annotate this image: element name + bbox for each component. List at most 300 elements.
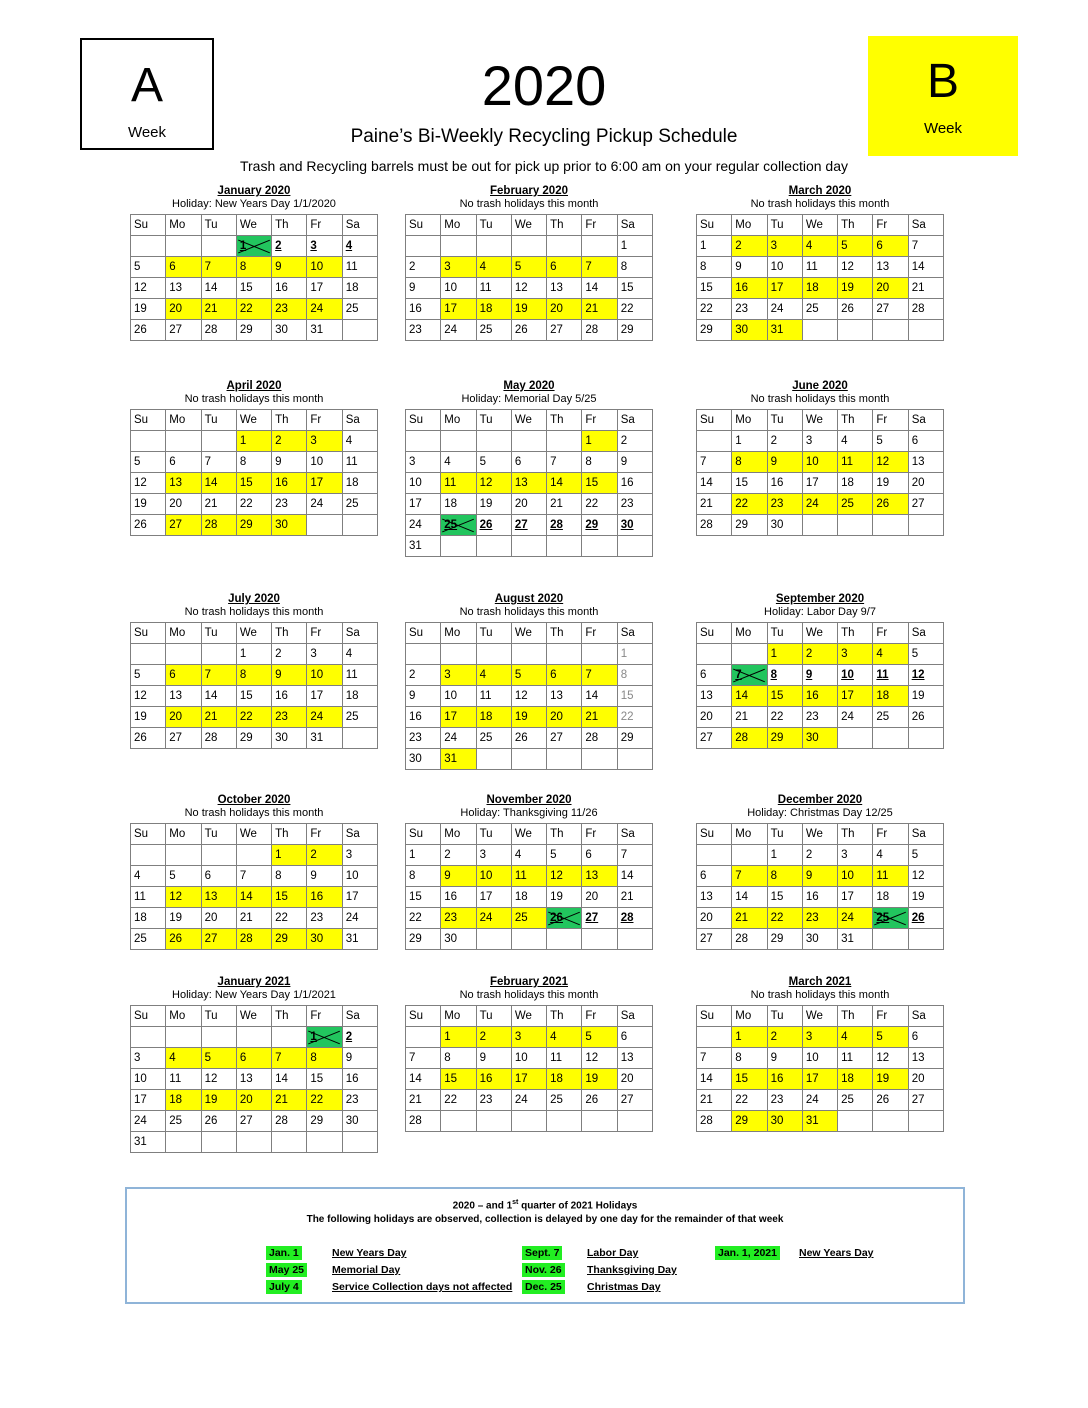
week-row [406,320,653,341]
weekday-header: Tu [476,623,511,644]
weekday-header: We [236,824,271,845]
week-row [406,257,653,278]
day-cell: 7 [617,845,652,866]
month-title: January 2021 [217,976,291,988]
day-cell: 5 [582,1027,617,1048]
week-row [131,908,378,929]
day-cell: 26 [476,515,511,536]
day-cell: 22 [617,299,652,320]
weekday-header: Th [272,623,307,644]
day-cell: 22 [767,908,802,929]
day-cell: 23 [272,299,307,320]
legend-item: Nov. 26 [522,1264,565,1276]
empty-cell [908,515,943,536]
day-cell: 10 [406,473,441,494]
empty-cell [166,1132,201,1153]
day-cell: 12 [511,686,546,707]
empty-cell [307,1132,342,1153]
weekday-header: We [511,824,546,845]
week-row [406,473,653,494]
day-cell: 20 [547,299,582,320]
day-cell: 14 [547,473,582,494]
weekday-header: Mo [732,1006,767,1027]
weekday-header: Tu [767,1006,802,1027]
day-cell: 25 [441,515,476,536]
month-title: January 2020 [217,185,291,197]
day-cell: 8 [582,452,617,473]
week-row [697,431,944,452]
week-row [406,236,653,257]
week-row [131,1048,378,1069]
weekday-header: Mo [441,1006,476,1027]
empty-cell [342,728,377,749]
day-cell: 25 [342,707,377,728]
day-cell: 6 [697,866,732,887]
day-cell: 19 [131,299,166,320]
day-cell: 19 [201,1090,236,1111]
weekday-header-row [406,623,653,644]
day-cell: 14 [201,473,236,494]
day-cell: 10 [802,1048,837,1069]
day-cell: 24 [511,1090,546,1111]
day-cell: 28 [406,1111,441,1132]
day-cell: 21 [732,908,767,929]
day-cell: 26 [838,299,873,320]
empty-cell [547,431,582,452]
day-cell: 18 [441,494,476,515]
day-cell: 8 [272,866,307,887]
weekday-header: Sa [908,215,943,236]
empty-cell [582,644,617,665]
empty-cell [236,1132,271,1153]
weekday-header: Th [272,824,307,845]
day-cell: 3 [441,257,476,278]
month-calendar [130,380,378,536]
day-cell: 23 [617,494,652,515]
day-cell: 30 [272,515,307,536]
week-row [131,320,378,341]
day-cell: 13 [511,473,546,494]
weekday-header: Fr [307,824,342,845]
day-cell: 5 [511,665,546,686]
day-cell: 3 [406,452,441,473]
weekday-header: Fr [307,215,342,236]
day-cell: 27 [908,1090,943,1111]
day-cell: 30 [272,320,307,341]
day-cell: 1 [236,236,271,257]
day-cell: 7 [201,257,236,278]
week-row [406,515,653,536]
weekday-header: Th [272,215,307,236]
month-holiday-note: No trash holidays this month [184,606,324,618]
day-cell: 29 [697,320,732,341]
empty-cell [511,236,546,257]
empty-cell [873,1111,908,1132]
day-cell: 6 [908,1027,943,1048]
day-cell: 22 [617,707,652,728]
day-cell: 24 [476,908,511,929]
empty-cell [511,536,546,557]
day-cell: 6 [617,1027,652,1048]
weekday-header: Fr [873,215,908,236]
day-cell: 27 [201,929,236,950]
empty-cell [582,236,617,257]
empty-cell [802,515,837,536]
weekday-header: Sa [342,824,377,845]
empty-cell [201,1132,236,1153]
day-cell: 24 [406,515,441,536]
weekday-header: Fr [873,824,908,845]
day-cell: 11 [838,1048,873,1069]
month-table [130,1005,378,1153]
weekday-header-row [406,824,653,845]
day-cell: 4 [131,866,166,887]
month-title: May 2020 [503,380,555,392]
day-cell: 8 [617,665,652,686]
empty-cell [547,929,582,950]
week-row [131,887,378,908]
day-cell: 21 [582,299,617,320]
weekday-header: Su [697,410,732,431]
empty-cell [476,236,511,257]
day-cell: 15 [767,887,802,908]
day-cell: 1 [582,431,617,452]
legend-item: Memorial Day [332,1264,401,1276]
day-cell: 6 [166,257,201,278]
month-title: February 2020 [490,185,568,197]
day-cell: 12 [547,866,582,887]
day-cell: 25 [802,299,837,320]
month-holiday-note: No trash holidays this month [750,393,890,405]
weekday-header: Th [547,410,582,431]
day-cell: 22 [697,299,732,320]
day-cell: 17 [838,887,873,908]
empty-cell [406,431,441,452]
week-row [131,1090,378,1111]
day-cell: 25 [342,494,377,515]
week-row [697,1111,944,1132]
day-cell: 12 [201,1069,236,1090]
day-cell: 25 [476,728,511,749]
day-cell: 27 [547,728,582,749]
day-cell: 7 [201,665,236,686]
day-cell: 14 [697,473,732,494]
month-holiday-note: Holiday: New Years Day 1/1/2020 [172,198,336,210]
month-title: August 2020 [494,593,564,605]
day-cell: 20 [908,473,943,494]
week-row [131,473,378,494]
weekday-header: We [802,824,837,845]
day-cell: 1 [236,431,271,452]
day-cell: 6 [547,665,582,686]
week-row [406,845,653,866]
day-cell: 13 [582,866,617,887]
day-cell: 7 [697,1048,732,1069]
day-cell: 25 [547,1090,582,1111]
day-cell: 7 [582,665,617,686]
day-cell: 14 [582,686,617,707]
month-table [405,1005,653,1132]
day-cell: 14 [617,866,652,887]
day-cell: 15 [236,686,271,707]
day-cell: 19 [511,299,546,320]
day-cell: 16 [767,1069,802,1090]
day-cell: 17 [802,473,837,494]
week-row [406,431,653,452]
day-cell: 23 [307,908,342,929]
day-cell: 15 [732,473,767,494]
day-cell: 9 [272,665,307,686]
day-cell: 24 [838,707,873,728]
day-cell: 30 [617,515,652,536]
day-cell: 2 [767,1027,802,1048]
month-holiday-note: Holiday: Thanksgiving 11/26 [460,807,598,819]
day-cell: 5 [908,845,943,866]
day-cell: 5 [873,1027,908,1048]
month-table [696,622,944,749]
day-cell: 5 [838,236,873,257]
day-cell: 19 [131,707,166,728]
day-cell: 28 [697,515,732,536]
day-cell: 26 [166,929,201,950]
weekday-header: Su [406,1006,441,1027]
day-cell: 29 [617,728,652,749]
weekday-header: Fr [582,410,617,431]
weekday-header: Fr [582,215,617,236]
day-cell: 18 [838,1069,873,1090]
month-holiday-note: No trash holidays this month [459,606,599,618]
month-calendar [696,976,944,1132]
weekday-header: Su [406,824,441,845]
weekday-header: Tu [476,215,511,236]
weekday-header: Fr [582,623,617,644]
day-cell: 11 [166,1069,201,1090]
day-cell: 18 [547,1069,582,1090]
day-cell: 23 [767,1090,802,1111]
day-cell: 28 [201,728,236,749]
day-cell: 9 [767,452,802,473]
day-cell: 17 [767,278,802,299]
month-holiday-note: No trash holidays this month [459,989,599,1001]
day-cell: 17 [802,1069,837,1090]
day-cell: 29 [236,728,271,749]
weekday-header-row [697,1006,944,1027]
day-cell: 19 [511,707,546,728]
day-cell: 4 [476,665,511,686]
month-holiday-note: Holiday: New Years Day 1/1/2021 [172,989,336,1001]
empty-cell [511,644,546,665]
week-row [406,1048,653,1069]
day-cell: 20 [236,1090,271,1111]
week-row [406,749,653,770]
empty-cell [873,728,908,749]
weekday-header-row [406,1006,653,1027]
day-cell: 15 [617,278,652,299]
weekday-header: Sa [617,410,652,431]
day-cell: 15 [236,278,271,299]
weekday-header: Mo [732,410,767,431]
day-cell: 30 [767,515,802,536]
day-cell: 7 [236,866,271,887]
week-row [131,1069,378,1090]
day-cell: 31 [131,1132,166,1153]
day-cell: 22 [767,707,802,728]
day-cell: 28 [547,515,582,536]
empty-cell [802,320,837,341]
day-cell: 13 [908,452,943,473]
day-cell: 5 [547,845,582,866]
day-cell: 12 [908,665,943,686]
day-cell: 10 [307,665,342,686]
day-cell: 1 [617,644,652,665]
day-cell: 29 [236,320,271,341]
day-cell: 31 [802,1111,837,1132]
empty-cell [441,536,476,557]
day-cell: 12 [582,1048,617,1069]
empty-cell [582,749,617,770]
day-cell: 11 [838,452,873,473]
weekday-header: Tu [201,1006,236,1027]
day-cell: 19 [131,494,166,515]
day-cell: 8 [441,1048,476,1069]
weekday-header: We [802,410,837,431]
empty-cell [441,644,476,665]
day-cell: 9 [617,452,652,473]
legend-item: Jan. 1 [266,1247,302,1259]
empty-cell [547,536,582,557]
day-cell: 12 [873,452,908,473]
weekday-header: Su [697,623,732,644]
day-cell: 30 [732,320,767,341]
day-cell: 15 [236,473,271,494]
day-cell: 26 [131,515,166,536]
weekday-header: Tu [476,1006,511,1027]
empty-cell [342,1132,377,1153]
day-cell: 4 [873,845,908,866]
day-cell: 10 [511,1048,546,1069]
week-b-label: Week [923,120,963,137]
day-cell: 9 [441,866,476,887]
weekday-header: Mo [732,824,767,845]
empty-cell [511,1111,546,1132]
week-row [697,887,944,908]
day-cell: 11 [547,1048,582,1069]
day-cell: 4 [342,644,377,665]
day-cell: 18 [342,686,377,707]
month-title: June 2020 [792,380,848,392]
weekday-header: Fr [307,410,342,431]
week-row [406,299,653,320]
day-cell: 29 [767,728,802,749]
day-cell: 5 [131,257,166,278]
day-cell: 29 [582,515,617,536]
day-cell: 23 [802,908,837,929]
day-cell: 18 [131,908,166,929]
day-cell: 23 [406,320,441,341]
day-cell: 1 [697,236,732,257]
day-cell: 27 [166,728,201,749]
day-cell: 4 [802,236,837,257]
day-cell: 3 [767,236,802,257]
day-cell: 3 [838,644,873,665]
day-cell: 24 [767,299,802,320]
empty-cell [131,845,166,866]
day-cell: 20 [166,299,201,320]
day-cell: 12 [131,686,166,707]
week-row [697,728,944,749]
empty-cell [201,431,236,452]
day-cell: 12 [476,473,511,494]
weekday-header: We [236,1006,271,1027]
empty-cell [697,845,732,866]
day-cell: 21 [908,278,943,299]
month-title: November 2020 [486,794,572,806]
weekday-header: Su [131,824,166,845]
day-cell: 23 [476,1090,511,1111]
day-cell: 22 [441,1090,476,1111]
day-cell: 14 [406,1069,441,1090]
day-cell: 30 [767,1111,802,1132]
empty-cell [342,515,377,536]
day-cell: 28 [272,1111,307,1132]
week-row [406,686,653,707]
day-cell: 14 [272,1069,307,1090]
holiday-legend [125,1187,965,1304]
weekday-header: Su [697,1006,732,1027]
week-row [697,686,944,707]
day-cell: 14 [908,257,943,278]
day-cell: 14 [582,278,617,299]
weekday-header: We [236,410,271,431]
week-row [406,494,653,515]
day-cell: 27 [617,1090,652,1111]
day-cell: 16 [802,686,837,707]
day-cell: 31 [441,749,476,770]
day-cell: 8 [697,257,732,278]
day-cell: 16 [441,887,476,908]
empty-cell [908,1111,943,1132]
week-row [131,236,378,257]
day-cell: 17 [307,686,342,707]
day-cell: 25 [131,929,166,950]
day-cell: 2 [272,236,307,257]
day-cell: 12 [511,278,546,299]
day-cell: 29 [617,320,652,341]
day-cell: 18 [342,278,377,299]
empty-cell [873,515,908,536]
day-cell: 9 [802,866,837,887]
weekday-header: We [802,623,837,644]
month-calendar [130,976,378,1153]
day-cell: 9 [272,452,307,473]
month-title: October 2020 [217,794,291,806]
day-cell: 31 [342,929,377,950]
empty-cell [166,1027,201,1048]
day-cell: 31 [406,536,441,557]
day-cell: 6 [547,257,582,278]
day-cell: 7 [697,452,732,473]
day-cell: 13 [908,1048,943,1069]
day-cell: 7 [732,665,767,686]
weekday-header: We [236,215,271,236]
day-cell: 2 [617,431,652,452]
day-cell: 18 [873,887,908,908]
empty-cell [131,1027,166,1048]
weekday-header: Sa [908,824,943,845]
day-cell: 13 [617,1048,652,1069]
week-row [406,1027,653,1048]
day-cell: 11 [802,257,837,278]
